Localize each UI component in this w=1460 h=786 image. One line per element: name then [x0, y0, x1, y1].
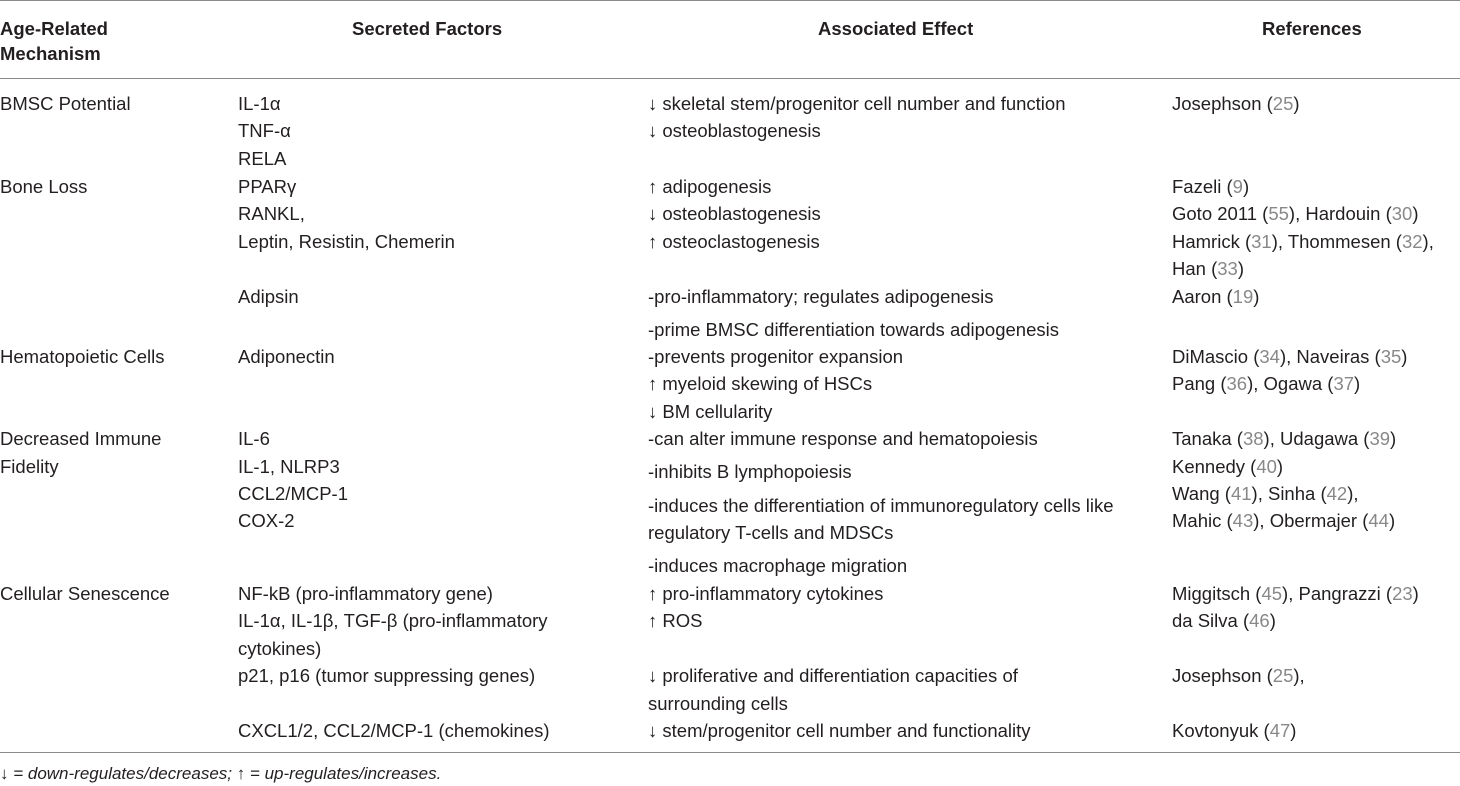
citation-number[interactable]: 35 [1380, 346, 1402, 367]
reference-line: Aaron (19) [1172, 286, 1260, 307]
row-effect: regulatory T-cells and MDSCs [648, 522, 894, 543]
row-effect: ↑ ROS [648, 610, 703, 631]
row-mechanism: Bone Loss [0, 176, 88, 197]
row-factor: CCL2/MCP-1 [238, 483, 348, 504]
citation-number[interactable]: 42 [1326, 483, 1348, 504]
row-factor: RELA [238, 148, 287, 169]
reference-line: Han (33) [1172, 258, 1244, 279]
row-effect: -induces the differentiation of immunoregulatory cells like [648, 495, 1114, 516]
table-top-rule [0, 0, 1460, 1]
reference-line: da Silva (46) [1172, 610, 1276, 631]
row-factor: IL-1α, IL-1β, TGF-β (pro-inflammatory [238, 610, 548, 631]
row-effect: ↓ proliferative and differentiation capacities of [648, 665, 1018, 686]
row-factor: Leptin, Resistin, Chemerin [238, 231, 455, 252]
row-effect: -pro-inflammatory; regulates adipogenesis [648, 286, 994, 307]
header-associated-effect: Associated Effect [818, 18, 974, 39]
row-effect: -can alter immune response and hematopoiesis [648, 428, 1038, 449]
row-effect: -induces macrophage migration [648, 555, 908, 576]
row-effect: ↓ skeletal stem/progenitor cell number and function [648, 93, 1066, 114]
reference-line: DiMascio (34), Naveiras (35) [1172, 346, 1408, 367]
citation-number[interactable]: 19 [1232, 286, 1254, 307]
row-factor: p21, p16 (tumor suppressing genes) [238, 665, 536, 686]
row-factor: CXCL1/2, CCL2/MCP-1 (chemokines) [238, 720, 550, 741]
citation-number[interactable]: 23 [1392, 583, 1413, 604]
header-references: References [1262, 18, 1362, 39]
row-effect: -inhibits B lymphopoiesis [648, 461, 852, 482]
reference-line: Wang (41), Sinha (42), [1172, 483, 1359, 504]
citation-number[interactable]: 32 [1401, 231, 1423, 252]
citation-number[interactable]: 40 [1256, 456, 1277, 477]
row-effect: ↑ myeloid skewing of HSCs [648, 373, 873, 394]
citation-number[interactable]: 45 [1261, 583, 1283, 604]
reference-line: Fazeli (9) [1172, 176, 1250, 197]
row-effect: ↑ osteoclastogenesis [648, 231, 820, 252]
citation-number[interactable]: 39 [1369, 428, 1391, 449]
citation-number[interactable]: 34 [1259, 346, 1280, 367]
citation-number[interactable]: 44 [1368, 510, 1389, 531]
row-mechanism: Cellular Senescence [0, 583, 170, 604]
row-mechanism: Fidelity [0, 456, 59, 477]
citation-number[interactable]: 25 [1272, 665, 1294, 686]
citation-number[interactable]: 47 [1269, 720, 1291, 741]
row-factor: NF-kB (pro-inflammatory gene) [238, 583, 493, 604]
reference-line: Tanaka (38), Udagawa (39) [1172, 428, 1397, 449]
row-factor: Adipsin [238, 286, 299, 307]
citation-number[interactable]: 38 [1242, 428, 1264, 449]
table-footnote: ↓ = down-regulates/decreases; ↑ = up-regulates/increases. [0, 764, 442, 783]
table-header-rule [0, 78, 1460, 79]
citation-number[interactable]: 33 [1217, 258, 1238, 279]
row-factor: IL-6 [238, 428, 270, 449]
reference-line: Goto 2011 (55), Hardouin (30) [1172, 203, 1419, 224]
reference-line: Miggitsch (45), Pangrazzi (23) [1172, 583, 1419, 604]
header-secreted-factors: Secreted Factors [352, 18, 503, 39]
citation-number[interactable]: 46 [1249, 610, 1270, 631]
citation-number[interactable]: 30 [1391, 203, 1413, 224]
reference-line: Mahic (43), Obermajer (44) [1172, 510, 1396, 531]
row-factor: COX-2 [238, 510, 295, 531]
row-effect: ↓ osteoblastogenesis [648, 120, 821, 141]
row-factor: IL-1, NLRP3 [238, 456, 340, 477]
row-effect: ↓ osteoblastogenesis [648, 203, 821, 224]
row-factor: RANKL, [238, 203, 305, 224]
table-bottom-rule [0, 752, 1460, 753]
row-effect: ↓ BM cellularity [648, 401, 773, 422]
row-effect: ↑ pro-inflammatory cytokines [648, 583, 884, 604]
citation-number[interactable]: 9 [1232, 176, 1243, 197]
citation-number[interactable]: 55 [1268, 203, 1289, 224]
row-mechanism: BMSC Potential [0, 93, 131, 114]
citation-number[interactable]: 37 [1333, 373, 1355, 394]
row-factor: IL-1α [238, 93, 281, 114]
row-factor: PPARγ [238, 176, 297, 197]
row-factor: TNF-α [238, 120, 291, 141]
row-mechanism: Decreased Immune [0, 428, 162, 449]
reference-line: Pang (36), Ogawa (37) [1172, 373, 1361, 394]
citation-number[interactable]: 31 [1251, 231, 1272, 252]
row-effect: surrounding cells [648, 693, 788, 714]
row-factor: Adiponectin [238, 346, 335, 367]
header-mechanism-line1: Age-Related [0, 18, 108, 39]
citation-number[interactable]: 36 [1226, 373, 1248, 394]
row-effect: ↑ adipogenesis [648, 176, 772, 197]
citation-number[interactable]: 25 [1272, 93, 1294, 114]
header-mechanism-line2: Mechanism [0, 43, 101, 64]
reference-line: Josephson (25) [1172, 93, 1300, 114]
row-effect: ↓ stem/progenitor cell number and functionality [648, 720, 1031, 741]
reference-line: Hamrick (31), Thommesen (32), [1172, 231, 1434, 252]
citation-number[interactable]: 41 [1230, 483, 1252, 504]
row-factor: cytokines) [238, 638, 322, 659]
citation-number[interactable]: 43 [1232, 510, 1254, 531]
row-effect: -prime BMSC differentiation towards adipogenesis [648, 319, 1059, 340]
row-mechanism: Hematopoietic Cells [0, 346, 165, 367]
row-effect: -prevents progenitor expansion [648, 346, 904, 367]
reference-line: Kovtonyuk (47) [1172, 720, 1297, 741]
reference-line: Kennedy (40) [1172, 456, 1284, 477]
reference-line: Josephson (25), [1172, 665, 1305, 686]
